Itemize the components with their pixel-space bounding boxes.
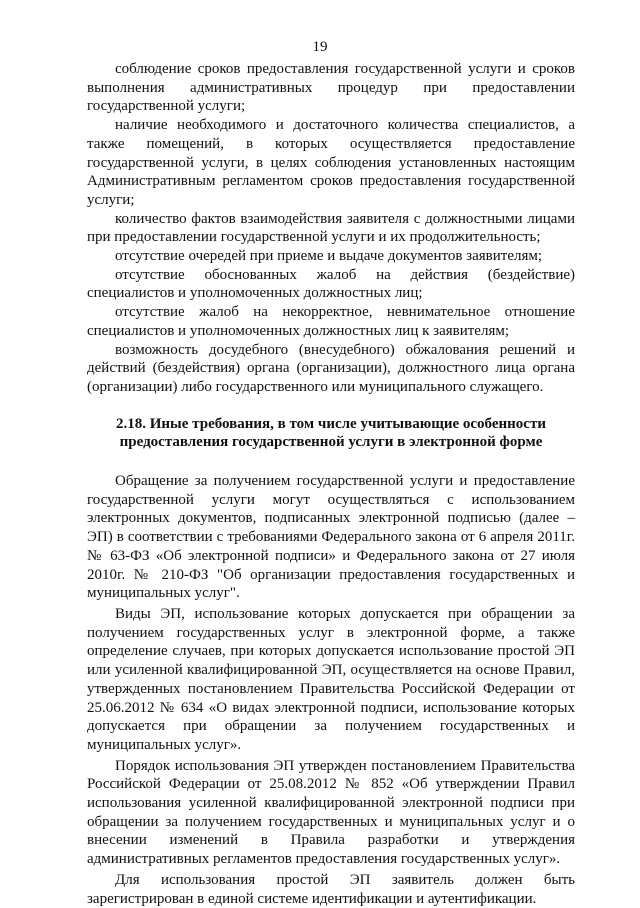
- section-heading-line-2: предоставления государственной услуги в электронной форме: [119, 434, 543, 451]
- paragraph-interaction-count: количество фактов взаимодействия заявителя с должностными лицами при предоставлении государственной услуги и их продолжительность;: [87, 210, 575, 246]
- paragraph-no-incorrect-attitude-complaints: отсутствие жалоб на некорректное, невнимательное отношение специалистов и уполномоченных должностных лиц к заявителям;: [87, 304, 575, 339]
- paragraph-service-deadlines: соблюдение сроков предоставления государственной услуги и сроков выполнения административных процедур при предоставлении государственной услуги;: [87, 61, 575, 115]
- page-content: [87, 60, 575, 908]
- paragraph-simple-signature-registration: Для использования простой ЭП заявитель должен быть зарегистрирован в единой системе идентификации и аутентификации.: [87, 871, 575, 907]
- paragraph-electronic-documents: Обращение за получением государственной услуги и предоставление государственной услуги могут осуществляться с использованием электронных документов, подписанных электронной подписью (далее – ЭП) в соответствии с требованиями Федерального закона от 6 апреля 2011г. № 63-ФЗ «Об электронной подписи» и Федерального закона от 27 июля 2010г. № 210-ФЗ "Об организации предоставления государственных и муниципальных услуг".: [87, 473, 575, 602]
- paragraph-specialists-premises: наличие необходимого и достаточного количества специалистов, а также помещений, в которых осуществляется предоставление государственной услуги, в целях соблюдения установленных настоящим Административным регламентом сроков предоставления государственной услуги;: [87, 117, 575, 208]
- section-heading-line-1: 2.18. Иные требования, в том числе учитывающие особенности: [116, 415, 546, 432]
- paragraph-appeal-possibility: возможность досудебного (внесудебного) обжалования решений и действий (бездействия) органа (организации), должностного лица органа (организации) либо государственного или муниципального служащего.: [87, 341, 575, 395]
- paragraph-no-justified-complaints: отсутствие обоснованных жалоб на действия (бездействие) специалистов и уполномоченных должностных лиц;: [87, 266, 575, 302]
- section-heading: [87, 415, 575, 452]
- paragraph-signature-usage-order: Порядок использования ЭП утвержден постановлением Правительства Российской Федерации от 25.08.2012 № 852 «Об утверждении Правил использования усиленной квалифицированной электронной подписи при обращении за получением государственных и муниципальных услуг и о внесении изменений в Правила разработки и утверждения административных регламентов предоставления государственных услуг».: [87, 757, 575, 868]
- paragraph-signature-types: Виды ЭП, использование которых допускается при обращении за получением государственных услуг в электронной форме, а также определение случаев, при которых допускается использование простой ЭП или усиленной квалифицированной ЭП, осуществляется на основе Правил, утвержденных постановлением Правительства Российской Федерации от 25.06.2012 № 634 «О видах электронной подписи, использование которых допускается при обращении за получением государственных и муниципальных услуг».: [87, 605, 575, 753]
- page-number: 19: [312, 39, 328, 55]
- paragraph-no-queues: отсутствие очередей при приеме и выдаче документов заявителям;: [115, 248, 543, 265]
